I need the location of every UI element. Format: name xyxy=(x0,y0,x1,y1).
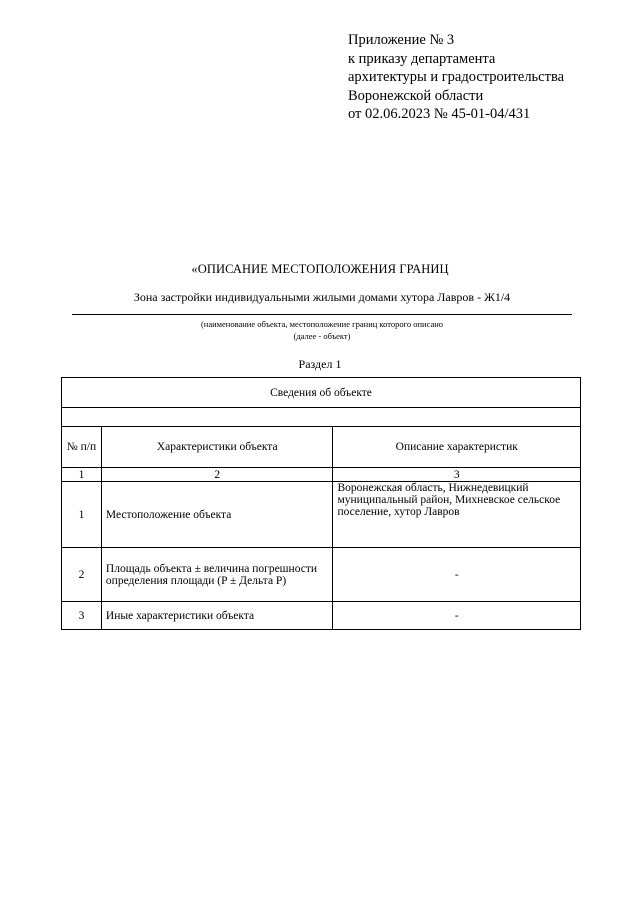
row-description: Воронежская область, Нижнедевицкий муниципальный район, Михневское сельское поселение, хутор Лавров xyxy=(333,482,581,548)
appendix-line: архитектуры и градостроительства xyxy=(348,69,565,85)
row-description: - xyxy=(333,602,581,630)
appendix-header xyxy=(348,31,564,124)
row-characteristic: Иные характеристики объекта xyxy=(101,602,333,630)
field-note-line: (наименование объекта, местоположение границ которого описано xyxy=(200,319,444,329)
table-row xyxy=(62,602,581,630)
field-note-line: (далее - объект) xyxy=(293,331,351,341)
header-num: № п/п xyxy=(62,427,102,468)
appendix-line: Воронежской области xyxy=(348,87,484,104)
object-info-table xyxy=(61,377,581,630)
field-note xyxy=(72,318,572,342)
section-title: Раздел 1 xyxy=(298,357,342,371)
row-num: 3 xyxy=(62,602,102,630)
row-num: 2 xyxy=(62,548,102,602)
table-caption: Сведения об объекте xyxy=(62,378,581,408)
table-empty-row xyxy=(62,408,581,427)
row-description: - xyxy=(333,548,581,602)
appendix-line: от 02.06.2023 № 45-01-04/431 xyxy=(348,106,531,122)
object-name: Зона застройки индивидуальными жилыми домами хутора Лавров - Ж1/4 xyxy=(133,290,511,304)
row-num: 1 xyxy=(62,482,102,548)
column-number: 1 xyxy=(62,468,102,482)
underline-divider xyxy=(72,314,572,315)
header-characteristic: Характеристики объекта xyxy=(101,427,333,468)
appendix-line: Приложение № 3 xyxy=(348,32,455,48)
column-number: 3 xyxy=(333,468,581,482)
header-description: Описание характеристик xyxy=(333,427,581,468)
column-number: 2 xyxy=(101,468,333,482)
appendix-line: к приказу департамента xyxy=(348,50,496,67)
table-row xyxy=(62,482,581,548)
document-title: «ОПИСАНИЕ МЕСТОПОЛОЖЕНИЯ ГРАНИЦ xyxy=(191,262,449,276)
row-characteristic: Площадь объекта ± величина погрешности определения площади (P ± Дельта P) xyxy=(101,548,333,602)
table-row xyxy=(62,548,581,602)
row-characteristic: Местоположение объекта xyxy=(101,482,333,548)
